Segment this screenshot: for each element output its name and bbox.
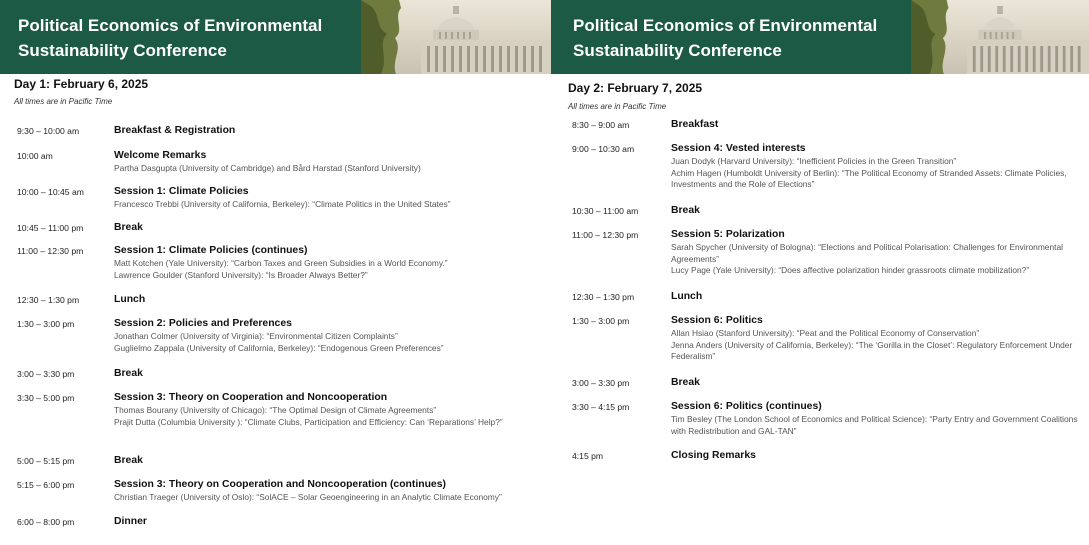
row-time: 11:00 – 12:30 pm (572, 230, 639, 240)
row-time: 3:00 – 3:30 pm (17, 369, 75, 379)
row-time: 1:30 – 3:00 pm (572, 316, 630, 326)
row-title: Break (671, 205, 700, 216)
row-content (671, 314, 1083, 363)
row-title: Session 6: Politics (continues) (671, 401, 822, 412)
row-time: 8:30 – 9:00 am (572, 120, 630, 130)
row-title: Session 4: Vested interests (671, 143, 806, 154)
row-title: Lunch (114, 294, 146, 305)
row-title: Lunch (671, 291, 703, 302)
talk-detail: Christian Traeger (University of Oslo): “SolACE – Solar Geoengineering in an Analytic Climate Economy” (114, 492, 502, 502)
day1-banner (0, 0, 551, 74)
day2-page (551, 0, 1089, 545)
row-title: Break (114, 368, 143, 379)
talk-detail: Francesco Trebbi (University of California, Berkeley): “Climate Politics in the United States” (114, 199, 451, 209)
talk-detail: Juan Dodyk (Harvard University): “Inefficient Policies in the Green Transition” (671, 156, 957, 166)
row-content (114, 124, 544, 138)
row-title: Breakfast (671, 119, 719, 130)
row-content (114, 391, 544, 428)
row-title: Session 2: Policies and Preferences (114, 318, 292, 329)
row-time: 11:00 – 12:30 pm (17, 246, 84, 256)
talk-detail: Lucy Page (Yale University): “Does affective polarization hinder grassroots climate mobilization?” (671, 265, 1030, 275)
row-time: 12:30 – 1:30 pm (17, 295, 80, 305)
row-content (671, 449, 1083, 463)
row-title: Break (114, 455, 143, 466)
row-content (114, 149, 544, 175)
talk-detail: Jonathan Colmer (University of Virginia): “Environmental Citizen Complaints” (114, 331, 398, 341)
talk-detail: Guglielmo Zappala (University of California, Berkeley): “Endogenous Green Preferences” (114, 342, 444, 353)
row-title: Session 3: Theory on Cooperation and Noncooperation (114, 392, 388, 403)
talk-detail: Matt Kotchen (Yale University): “Carbon Taxes and Green Subsidies in a World Economy.” (114, 258, 448, 268)
row-content (114, 478, 544, 504)
row-time: 3:30 – 5:00 pm (17, 393, 75, 403)
row-time: 4:15 pm (572, 451, 604, 461)
talk-detail: Lawrence Goulder (Stanford University): “Is Broader Always Better?” (114, 269, 368, 280)
day1-banner-title: Political Economics of Environmental Sustainability Conference (18, 16, 323, 60)
talk-detail: Allan Hsiao (Stanford University): “Peat and the Political Economy of Conservation” (671, 328, 980, 338)
talk-detail: Prajit Dutta (Columbia University ): “Climate Clubs, Participation and Efficiency: Can ‘Reparations’ Help?” (114, 416, 503, 427)
row-time: 5:00 – 5:15 pm (17, 456, 75, 466)
row-time: 5:15 – 6:00 pm (17, 480, 75, 490)
row-content (114, 515, 544, 529)
row-time: 9:00 – 10:30 am (572, 144, 635, 154)
row-title: Welcome Remarks (114, 150, 207, 161)
row-content (114, 221, 544, 235)
day1-timezone-note: All times are in Pacific Time (14, 97, 113, 106)
row-time: 10:30 – 11:00 am (572, 206, 639, 216)
row-title: Closing Remarks (671, 450, 756, 461)
day2-banner (551, 0, 1089, 74)
row-content (114, 244, 544, 281)
row-content (671, 290, 1083, 304)
row-content (114, 367, 544, 381)
row-time: 3:30 – 4:15 pm (572, 402, 630, 412)
row-title: Dinner (114, 516, 147, 527)
row-title: Session 5: Polarization (671, 229, 785, 240)
row-title: Breakfast & Registration (114, 125, 236, 136)
row-title: Break (114, 222, 143, 233)
talk-detail: Partha Dasgupta (University of Cambridge) and Bård Harstad (Stanford University) (114, 163, 421, 173)
row-content (114, 293, 544, 307)
row-content (114, 454, 544, 468)
row-content (671, 142, 1083, 191)
row-time: 10:00 am (17, 151, 53, 161)
talk-detail: Achim Hagen (Humboldt University of Berlin): “The Political Economy of Stranded Assets: Climate Policies, Investments and the Role of Elections” (671, 167, 1067, 189)
row-content (671, 376, 1083, 390)
talk-detail: Thomas Bourany (University of Chicago): “The Optimal Design of Climate Agreements” (114, 405, 437, 415)
talk-detail: Sarah Spycher (University of Bologna): “Elections and Political Polarisation: Challenges for Environmental Agreements” (671, 242, 1063, 264)
row-content (671, 118, 1083, 132)
day2-timezone-note: All times are in Pacific Time (568, 102, 667, 111)
row-title: Break (671, 377, 700, 388)
row-time: 6:00 – 8:00 pm (17, 517, 75, 527)
row-content (671, 400, 1083, 437)
talk-detail: Jenna Anders (University of California, Berkeley): “The ‘Gorilla in the Closet’: Regulatory Enforcement Under Federalism” (671, 339, 1073, 361)
row-time: 9:30 – 10:00 am (17, 126, 80, 136)
capitol-building-icon (361, 0, 551, 74)
row-time: 1:30 – 3:00 pm (17, 319, 75, 329)
row-title: Session 1: Climate Policies (114, 186, 249, 197)
capitol-building-icon (911, 0, 1089, 74)
row-content (671, 228, 1083, 277)
row-content (114, 185, 544, 211)
row-time: 10:45 – 11:00 pm (17, 223, 84, 233)
talk-detail: Tim Besley (The London School of Economics and Political Science): “Party Entry and Government Coalitions with Redistribution and GAL-TAN” (671, 414, 1078, 436)
row-time: 3:00 – 3:30 pm (572, 378, 630, 388)
row-title: Session 6: Politics (671, 315, 763, 326)
row-content (671, 204, 1083, 218)
day2-heading: Day 2: February 7, 2025 (568, 81, 703, 95)
row-title: Session 3: Theory on Cooperation and Noncooperation (continues) (114, 479, 446, 490)
row-content (114, 317, 544, 354)
row-time: 10:00 – 10:45 am (17, 187, 84, 197)
row-title: Session 1: Climate Policies (continues) (114, 245, 308, 256)
day2-banner-title: Political Economics of Environmental Sustainability Conference (573, 16, 878, 60)
day1-heading: Day 1: February 6, 2025 (14, 77, 149, 91)
row-time: 12:30 – 1:30 pm (572, 292, 635, 302)
